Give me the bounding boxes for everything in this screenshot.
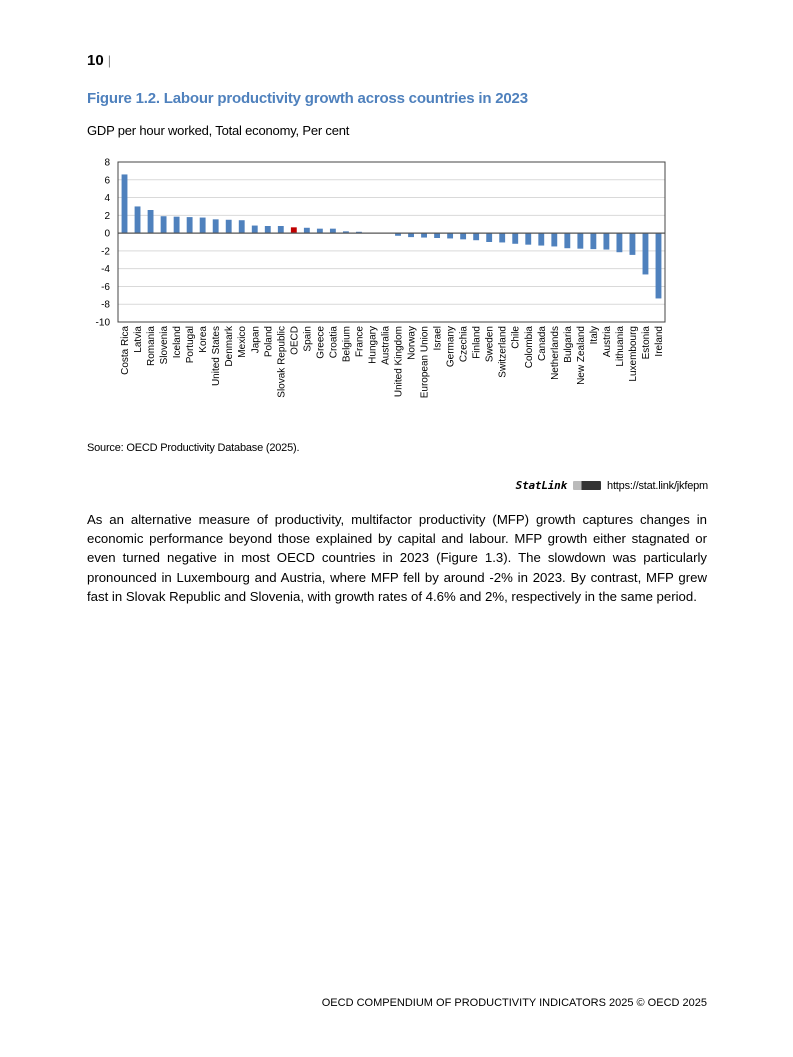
x-tick-label: Ireland (653, 326, 665, 357)
statlink-brand: StatLink (515, 479, 568, 492)
x-tick-label: Czechia (458, 326, 470, 363)
bar-colombia (525, 233, 531, 245)
bar-mexico (239, 220, 245, 233)
x-tick-label: Canada (536, 326, 548, 362)
bar-bulgaria (564, 233, 570, 248)
bar-austria (603, 233, 609, 249)
bar-israel (434, 233, 440, 238)
bar-latvia (135, 206, 141, 233)
bar-oecd (291, 227, 297, 233)
x-tick-label: OECD (289, 326, 301, 355)
bar-denmark (226, 220, 232, 233)
x-tick-label: Spain (302, 326, 314, 352)
bar-ireland (656, 233, 662, 298)
y-tick-label: 4 (104, 193, 110, 205)
bar-norway (408, 233, 414, 237)
x-tick-label: Costa Rica (120, 326, 132, 375)
x-tick-label: Romania (146, 326, 158, 367)
x-tick-label: European Union (419, 326, 431, 399)
y-tick-label: -2 (101, 246, 110, 258)
x-tick-label: United States (211, 326, 223, 387)
x-tick-label: Bulgaria (562, 326, 574, 363)
x-tick-label: Denmark (224, 326, 236, 367)
x-tick-label: Finland (471, 326, 483, 359)
bar-switzerland (499, 233, 505, 242)
figure-title: Figure 1.2. Labour productivity growth across countries in 2023 (87, 90, 528, 107)
bar-greece (317, 229, 323, 233)
x-tick-label: Mexico (237, 326, 249, 358)
source-note: Source: OECD Productivity Database (2025). (87, 442, 300, 454)
y-tick-label: -4 (101, 264, 110, 276)
x-tick-label: United Kingdom (393, 326, 405, 398)
bar-czechia (460, 233, 466, 239)
bar-new-zealand (577, 233, 583, 249)
bar-sweden (486, 233, 492, 242)
x-tick-label: Chile (510, 326, 522, 349)
x-tick-label: Netherlands (549, 326, 561, 380)
x-tick-label: Estonia (640, 326, 652, 360)
bar-canada (538, 233, 544, 245)
y-tick-label: 2 (104, 210, 110, 222)
y-tick-label: -8 (101, 299, 110, 311)
y-tick-label: 6 (104, 175, 110, 187)
x-tick-label: Iceland (172, 326, 184, 359)
x-tick-label: France (354, 326, 366, 358)
x-tick-label: Portugal (185, 326, 197, 364)
page-number (87, 52, 111, 69)
y-tick-label: -10 (95, 317, 110, 329)
x-tick-label: Lithuania (614, 326, 626, 367)
bar-chile (512, 233, 518, 244)
x-tick-label: Hungary (367, 326, 379, 364)
y-tick-label: 0 (104, 228, 110, 240)
bar-spain (304, 228, 310, 233)
x-tick-label: Luxembourg (627, 326, 639, 382)
x-tick-label: Italy (588, 326, 600, 345)
statlink (516, 479, 708, 492)
x-tick-label: Latvia (133, 326, 145, 353)
x-tick-label: New Zealand (575, 326, 587, 385)
x-tick-label: Japan (250, 326, 262, 354)
x-tick-label: Korea (198, 326, 210, 353)
bar-finland (473, 233, 479, 240)
bar-lithuania (616, 233, 622, 252)
bar-portugal (187, 217, 193, 233)
bar-united-states (213, 219, 219, 233)
x-tick-label: Poland (263, 326, 275, 358)
x-tick-label: Germany (445, 326, 457, 368)
bar-slovak-republic (278, 226, 284, 233)
x-tick-label: Slovak Republic (276, 326, 288, 398)
bar-european-union (421, 233, 427, 237)
x-tick-label: Sweden (484, 326, 496, 363)
x-tick-label: Belgium (341, 326, 353, 363)
bar-estonia (643, 233, 649, 274)
bar-croatia (330, 229, 336, 233)
x-tick-label: Colombia (523, 326, 535, 369)
x-tick-label: Switzerland (497, 326, 509, 378)
statlink-logo-icon (573, 481, 601, 490)
bar-slovenia (161, 216, 167, 233)
bar-iceland (174, 217, 180, 233)
bar-chart (85, 150, 685, 420)
bar-romania (148, 210, 154, 233)
bar-costa-rica (122, 174, 128, 233)
x-tick-label: Greece (315, 326, 327, 359)
figure-subtitle: GDP per hour worked, Total economy, Per cent (87, 123, 350, 138)
y-tick-label: -6 (101, 281, 110, 293)
x-tick-label: Slovenia (159, 326, 171, 365)
bar-japan (252, 226, 258, 234)
page-footer: OECD COMPENDIUM OF PRODUCTIVITY INDICATORS 2025 © OECD 2025 (321, 997, 707, 1009)
bar-germany (447, 233, 453, 238)
x-tick-label: Israel (432, 326, 444, 351)
bar-poland (265, 226, 271, 233)
bar-netherlands (551, 233, 557, 246)
page-number-separator: | (107, 53, 112, 68)
bar-korea (200, 218, 206, 234)
x-tick-label: Croatia (328, 326, 340, 359)
x-tick-label: Austria (601, 326, 613, 358)
y-tick-label: 8 (104, 157, 110, 169)
bar-italy (590, 233, 596, 249)
body-paragraph: As an alternative measure of productivity, multifactor productivity (MFP) growth captures changes in economic performance beyond those explained by capital and labour. MFP growth either stagnated or even turned negative in most OECD countries in 2023 (Figure 1.3). The slowdown was particularly pronounced in Luxembourg and Austria, where MFP fell by around -2% in 2023. By contrast, MFP grew fast in Slovak Republic and Slovenia, with growth rates of 4.6% and 2%, respectively in the same period. (87, 512, 707, 604)
statlink-url-link[interactable]: https://stat.link/jkfepm (607, 479, 708, 492)
x-tick-label: Australia (380, 326, 392, 365)
chart-canvas (85, 150, 685, 420)
x-tick-label: Norway (406, 326, 418, 360)
page-number-value: 10 (87, 52, 104, 69)
bar-luxembourg (630, 233, 636, 255)
